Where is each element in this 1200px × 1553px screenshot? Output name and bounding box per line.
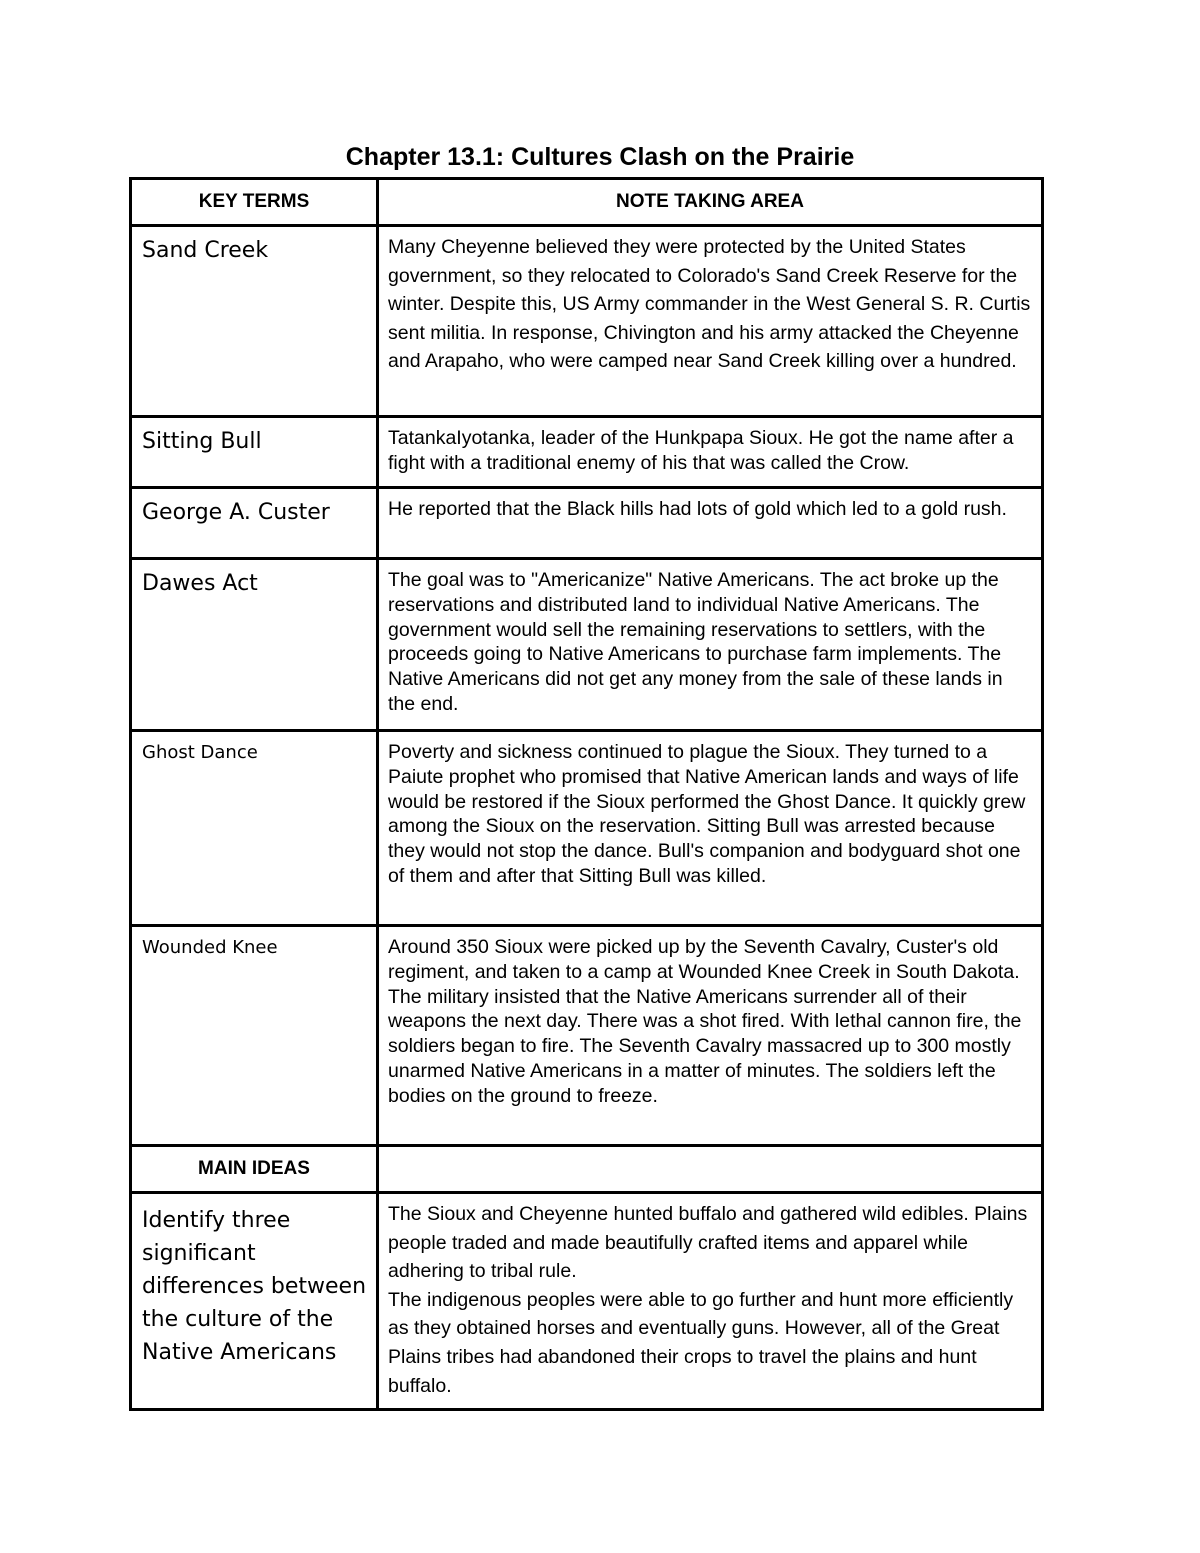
term-cell: Sand Creek bbox=[131, 226, 378, 417]
term-cell: Wounded Knee bbox=[131, 926, 378, 1146]
note-cell: The goal was to "Americanize" Native Americans. The act broke up the reservations and distributed land to individual Native Americans. The government would sell the remaining reservations to settlers, with the proceeds going to Native Americans to purchase farm implements. The Native Americans did not get any money from the sale of these lands in the end. bbox=[378, 559, 1043, 731]
main-idea-answer bbox=[378, 1193, 1043, 1410]
table-row bbox=[131, 731, 1043, 926]
main-idea-answer-paragraph: The Sioux and Cheyenne hunted buffalo and gathered wild edibles. Plains people traded and made beautifully crafted items and apparel while adhering to tribal rule. bbox=[388, 1203, 1028, 1283]
page-title: Chapter 13.1: Cultures Clash on the Prairie bbox=[345, 143, 855, 171]
note-cell: Many Cheyenne believed they were protected by the United States government, so they relocated to Colorado's Sand Creek Reserve for the winter. Despite this, US Army commander in the West General S. R. Curtis sent militia. In response, Chivington and his army attacked the Cheyenne and Arapaho, who were camped near Sand Creek killing over a hundred. bbox=[378, 226, 1043, 417]
term-cell: George A. Custer bbox=[131, 488, 378, 559]
note-cell: TatankaIyotanka, leader of the Hunkpapa Sioux. He got the name after a fight with a traditional enemy of his that was called the Crow. bbox=[378, 417, 1043, 488]
term-cell: Dawes Act bbox=[131, 559, 378, 731]
notes-table bbox=[129, 177, 1044, 1411]
note-cell: He reported that the Black hills had lots of gold which led to a gold rush. bbox=[378, 488, 1043, 559]
main-ideas-header-row bbox=[131, 1146, 1043, 1193]
key-terms-header: KEY TERMS bbox=[131, 179, 378, 226]
note-cell: Around 350 Sioux were picked up by the Seventh Cavalry, Custer's old regiment, and taken to a camp at Wounded Knee Creek in South Dakota. The military insisted that the Native Americans surrender all of their weapons the next day. There was a shot fired. With lethal cannon fire, the soldiers began to fire. The Seventh Cavalry massacred up to 300 mostly unarmed Native Americans in a matter of minutes. The soldiers left the bodies on the ground to freeze. bbox=[378, 926, 1043, 1146]
table-row bbox=[131, 488, 1043, 559]
table-header-row bbox=[131, 179, 1043, 226]
table-row bbox=[131, 559, 1043, 731]
main-idea-question: Identify three significant differences between the culture of the Native Americans bbox=[131, 1193, 378, 1410]
main-ideas-row bbox=[131, 1193, 1043, 1410]
table-row bbox=[131, 417, 1043, 488]
main-ideas-header-note bbox=[378, 1146, 1043, 1193]
note-cell: Poverty and sickness continued to plague the Sioux. They turned to a Paiute prophet who promised that Native American lands and ways of life would be restored if the Sioux performed the Ghost Dance. It quickly grew among the Sioux on the reservation. Sitting Bull was arrested because they would not stop the dance. Bull's companion and bodyguard shot one of them and after that Sitting Bull was killed. bbox=[378, 731, 1043, 926]
table-row bbox=[131, 926, 1043, 1146]
main-idea-answer-paragraph: The indigenous peoples were able to go further and hunt more efficiently as they obtained horses and eventually guns. However, all of the Great Plains tribes had abandoned their crops to travel the plains and hunt buffalo. bbox=[388, 1288, 1014, 1397]
term-cell: Sitting Bull bbox=[131, 417, 378, 488]
table-row bbox=[131, 226, 1043, 417]
term-cell: Ghost Dance bbox=[131, 731, 378, 926]
note-taking-header: NOTE TAKING AREA bbox=[378, 179, 1043, 226]
main-ideas-header: MAIN IDEAS bbox=[131, 1146, 378, 1193]
